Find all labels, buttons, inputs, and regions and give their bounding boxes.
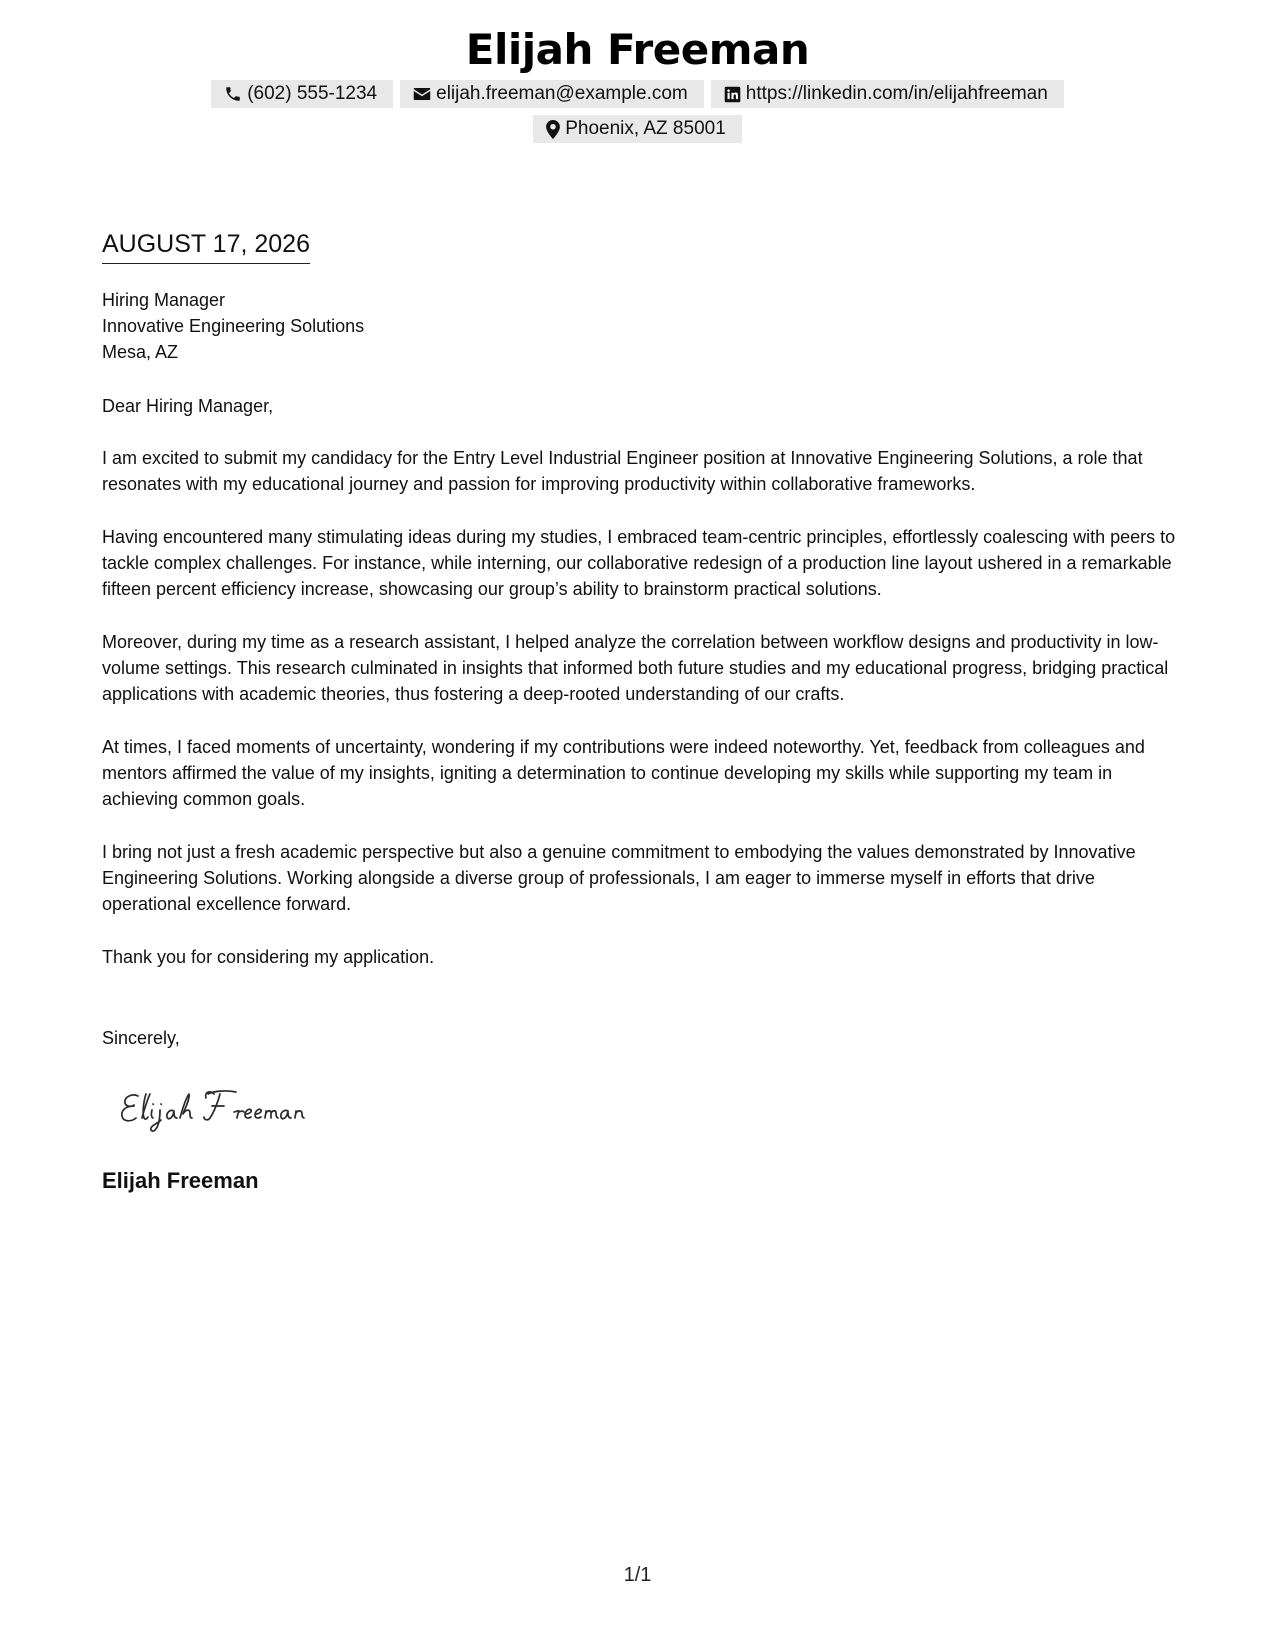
map-marker-icon (546, 120, 560, 139)
phone-number: (602) 555-1234 (247, 83, 378, 104)
linkedin-icon (724, 86, 741, 103)
contact-info-row-2 (0, 115, 1275, 143)
envelope-icon (413, 86, 431, 102)
contact-phone (211, 80, 393, 108)
handwritten-signature (116, 1080, 356, 1138)
linkedin-url: https://linkedin.com/in/elijahfreeman (745, 83, 1048, 104)
phone-icon (224, 85, 242, 103)
recipient-company: Innovative Engineering Solutions (102, 316, 365, 336)
closing: Sincerely, (102, 1028, 180, 1048)
salutation: Dear Hiring Manager, (102, 396, 274, 416)
body-paragraph: Having encountered many stimulating ideas during my studies, I embraced team-centric principles, effortlessly coalescing with peers to tackle complex challenges. For instance, while interning, our collaborative redesign of a production line layout ushered in a remarkable fifteen percent efficiency increase, showcasing our group’s ability to brainstorm practical solutions. (102, 527, 1176, 599)
body-paragraph: I am excited to submit my candidacy for the Entry Level Industrial Engineer position at Innovative Engineering Solutions, a role that resonates with my educational journey and passion for improving productivity within collaborative frameworks. (102, 448, 1143, 494)
contact-info-row (0, 80, 1275, 108)
body-paragraph: Moreover, during my time as a research assistant, I helped analyze the correlation between workflow designs and productivity in low-volume settings. This research culminated in insights that informed both future studies and my educational progress, bridging practical applications with academic theories, thus fostering a deep-rooted understanding of our crafts. (102, 632, 1169, 704)
contact-location (533, 115, 742, 143)
body-paragraph: Thank you for considering my application. (102, 947, 435, 967)
body-paragraph: I bring not just a fresh academic perspective but also a genuine commitment to embodying the values demonstrated by Innovative Engineering Solutions. Working alongside a diverse group of professionals, I am eager to immerse myself in efforts that drive operational excellence forward. (102, 842, 1136, 914)
recipient-location: Mesa, AZ (102, 342, 179, 362)
letter-date: AUGUST 17, 2026 (102, 228, 310, 264)
recipient-block (102, 287, 364, 365)
contact-email (400, 80, 704, 108)
contact-linkedin (711, 80, 1064, 108)
body-paragraph: At times, I faced moments of uncertainty, wondering if my contributions were indeed noteworthy. Yet, feedback from colleagues and mentors affirmed the value of my insights, igniting a determination to continue developing my skills while supporting my team in achieving common goals. (102, 737, 1145, 809)
page-indicator: 1/1 (623, 1564, 652, 1586)
signed-name: Elijah Freeman (102, 1168, 259, 1193)
applicant-name: Elijah Freeman (465, 25, 810, 74)
recipient-title: Hiring Manager (102, 290, 226, 310)
letter-body (102, 393, 1182, 997)
location-text: Phoenix, AZ 85001 (565, 118, 726, 139)
email-address: elijah.freeman@example.com (436, 83, 688, 104)
